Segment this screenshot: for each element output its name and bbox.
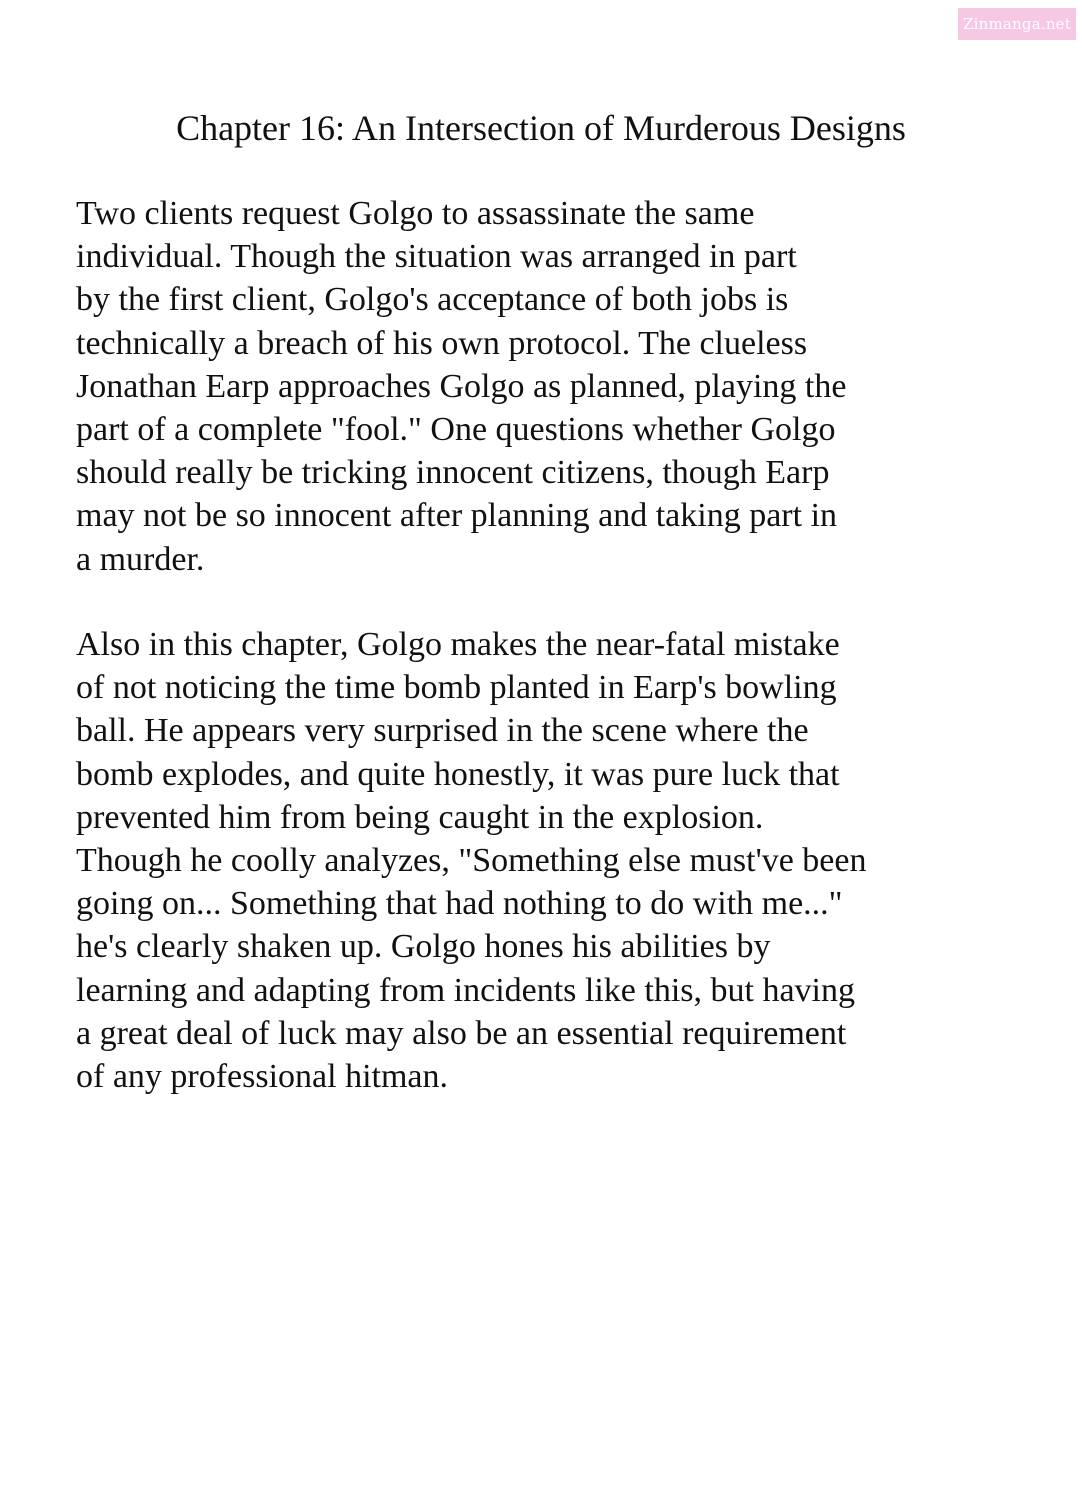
text-line: Two clients request Golgo to assassinate the same bbox=[76, 195, 755, 232]
text-line: of not noticing the time bomb planted in Earp's bowling bbox=[76, 669, 837, 707]
text-line: ball. He appears very surprised in the scene where the bbox=[76, 712, 809, 750]
text-line: by the first client, Golgo's acceptance of both jobs is bbox=[76, 281, 789, 319]
text-line: he's clearly shaken up. Golgo hones his abilities by bbox=[76, 928, 771, 966]
text-line: Though he coolly analyzes, "Something else must've been bbox=[76, 842, 867, 880]
paragraph-1 bbox=[76, 192, 846, 581]
paragraph-2 bbox=[76, 623, 866, 1098]
text-line: prevented him from being caught in the explosion. bbox=[76, 798, 764, 836]
text-line: individual. Though the situation was arranged in part bbox=[76, 238, 797, 276]
text-line: part of a complete "fool." One questions whether Golgo bbox=[76, 411, 836, 449]
text-line: may not be so innocent after planning and taking part in bbox=[76, 497, 838, 535]
chapter-title: Chapter 16: An Intersection of Murderous Designs bbox=[176, 108, 906, 148]
text-line: Also in this chapter, Golgo makes the near-fatal mistake bbox=[76, 626, 840, 663]
text-line: of any professional hitman. bbox=[76, 1058, 449, 1096]
text-line: going on... Something that had nothing to do with me..." bbox=[76, 885, 843, 923]
text-line: a murder. bbox=[76, 540, 205, 578]
text-line: learning and adapting from incidents like this, but having bbox=[76, 971, 855, 1009]
text-line: should really be tricking innocent citizens, though Earp bbox=[76, 454, 830, 492]
text-line: Jonathan Earp approaches Golgo as planned, playing the bbox=[76, 367, 847, 405]
watermark-badge: Zinmanga.net bbox=[958, 8, 1076, 40]
text-line: technically a breach of his own protocol. The clueless bbox=[76, 324, 808, 362]
text-line: bomb explodes, and quite honestly, it was pure luck that bbox=[76, 755, 840, 793]
text-line: a great deal of luck may also be an essential requirement bbox=[76, 1014, 847, 1052]
